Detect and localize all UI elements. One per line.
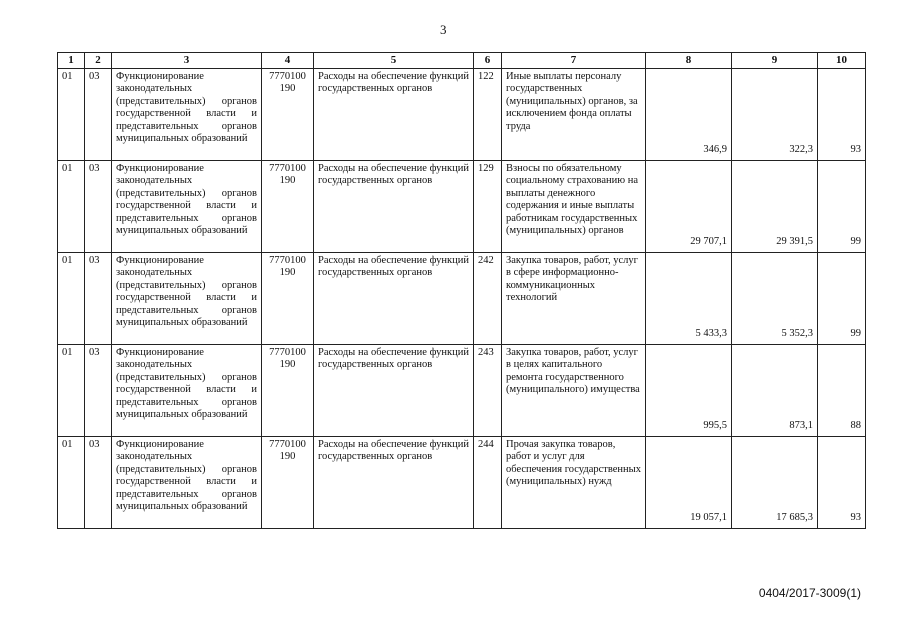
cell-planned: 346,9	[646, 68, 732, 160]
budget-table	[57, 52, 866, 529]
header-col-10: 10	[818, 53, 866, 69]
cell-planned: 29 707,1	[646, 160, 732, 252]
cell-target-name: Расходы на обеспечение функций государственных органов	[314, 436, 474, 528]
cell-subsection: 03	[85, 344, 112, 436]
cell-planned: 19 057,1	[646, 436, 732, 528]
cell-section-name: Функционирование законодательных (представительных) органов государственной власти и представительных органов муниципальных образований	[112, 344, 262, 436]
cell-expense-type: 244	[474, 436, 502, 528]
cell-planned: 995,5	[646, 344, 732, 436]
table-row	[58, 252, 866, 344]
cell-subsection: 03	[85, 436, 112, 528]
cell-target-name: Расходы на обеспечение функций государственных органов	[314, 68, 474, 160]
cell-percent: 93	[818, 436, 866, 528]
page-number: 3	[440, 22, 447, 37]
header-row	[58, 53, 866, 69]
header-col-5: 5	[314, 53, 474, 69]
cell-actual: 322,3	[732, 68, 818, 160]
header-col-4: 4	[262, 53, 314, 69]
header-col-1: 1	[58, 53, 85, 69]
table-row	[58, 68, 866, 160]
cell-target-code: 7770100 190	[262, 252, 314, 344]
table-row	[58, 436, 866, 528]
cell-subsection: 03	[85, 68, 112, 160]
cell-section-name: Функционирование законодательных (представительных) органов государственной власти и представительных органов муниципальных образований	[112, 436, 262, 528]
cell-actual: 5 352,3	[732, 252, 818, 344]
cell-target-code: 7770100 190	[262, 344, 314, 436]
header-col-9: 9	[732, 53, 818, 69]
cell-expense-name: Закупка товаров, работ, услуг в сфере информационно-коммуникационных технологий	[502, 252, 646, 344]
header-col-3: 3	[112, 53, 262, 69]
cell-expense-name: Прочая закупка товаров, работ и услуг для обеспечения государственных (муниципальных) нужд	[502, 436, 646, 528]
cell-expense-type: 129	[474, 160, 502, 252]
cell-actual: 873,1	[732, 344, 818, 436]
cell-subsection: 03	[85, 252, 112, 344]
cell-actual: 29 391,5	[732, 160, 818, 252]
cell-percent: 88	[818, 344, 866, 436]
cell-section: 01	[58, 344, 85, 436]
cell-subsection: 03	[85, 160, 112, 252]
cell-percent: 99	[818, 252, 866, 344]
cell-target-code: 7770100 190	[262, 160, 314, 252]
cell-target-code: 7770100 190	[262, 68, 314, 160]
document-code: 0404/2017-3009(1)	[758, 586, 861, 600]
cell-section: 01	[58, 68, 85, 160]
cell-target-name: Расходы на обеспечение функций государственных органов	[314, 344, 474, 436]
cell-expense-name: Иные выплаты персоналу государственных (муниципальных) органов, за исключением фонда оплаты труда	[502, 68, 646, 160]
cell-expense-name: Взносы по обязательному социальному страхованию на выплаты денежного содержания и иные выплаты работникам государственных (муниципальных) органов	[502, 160, 646, 252]
cell-section-name: Функционирование законодательных (представительных) органов государственной власти и представительных органов муниципальных образований	[112, 252, 262, 344]
cell-actual: 17 685,3	[732, 436, 818, 528]
cell-section: 01	[58, 436, 85, 528]
cell-target-code: 7770100 190	[262, 436, 314, 528]
table-row	[58, 344, 866, 436]
header-col-6: 6	[474, 53, 502, 69]
cell-expense-type: 242	[474, 252, 502, 344]
header-col-8: 8	[646, 53, 732, 69]
cell-target-name: Расходы на обеспечение функций государственных органов	[314, 252, 474, 344]
cell-target-name: Расходы на обеспечение функций государственных органов	[314, 160, 474, 252]
header-col-2: 2	[85, 53, 112, 69]
cell-section-name: Функционирование законодательных (представительных) органов государственной власти и представительных органов муниципальных образований	[112, 68, 262, 160]
cell-percent: 99	[818, 160, 866, 252]
cell-expense-type: 122	[474, 68, 502, 160]
cell-section: 01	[58, 252, 85, 344]
cell-expense-type: 243	[474, 344, 502, 436]
cell-section: 01	[58, 160, 85, 252]
cell-section-name: Функционирование законодательных (представительных) органов государственной власти и представительных органов муниципальных образований	[112, 160, 262, 252]
cell-expense-name: Закупка товаров, работ, услуг в целях капитального ремонта государственного (муниципального) имущества	[502, 344, 646, 436]
header-col-7: 7	[502, 53, 646, 69]
table-row	[58, 160, 866, 252]
cell-percent: 93	[818, 68, 866, 160]
cell-planned: 5 433,3	[646, 252, 732, 344]
